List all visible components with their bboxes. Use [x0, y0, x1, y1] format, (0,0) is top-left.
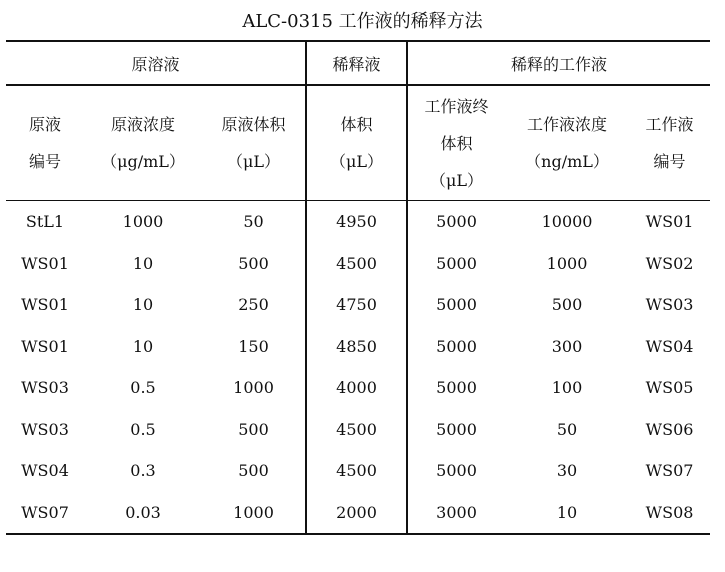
col-header-diluent-vol-line-1: 体积 — [340, 115, 373, 134]
cell-stock-vol: 250 — [238, 295, 269, 315]
cell-stock-vol: 150 — [238, 336, 269, 356]
group-header-stock: 原溶液 — [6, 41, 306, 85]
col-header-working-conc-line-2: （ng/mL） — [525, 152, 609, 171]
cell-diluent-vol: 4500 — [306, 243, 407, 285]
cell-working-conc: 10 — [505, 492, 629, 535]
cell-stock-id: WS03 — [21, 419, 69, 439]
col-header-working-id-line-1: 工作液 — [645, 115, 694, 134]
col-header-stock-vol-line-1: 原液体积 — [221, 115, 286, 134]
cell-stock-vol: 500 — [238, 461, 269, 481]
col-header-stock-id-line-2: 编号 — [28, 152, 61, 171]
cell-stock-id: StL1 — [25, 212, 65, 232]
cell-working-id: WS04 — [645, 336, 694, 356]
cell-final-vol: 5000 — [407, 367, 505, 409]
dilution-table — [6, 40, 710, 535]
table-title: ALC-0315 工作液的稀释方法 — [242, 11, 483, 32]
cell-diluent-vol: 4500 — [306, 450, 407, 492]
cell-stock-conc: 0.03 — [84, 492, 202, 535]
cell-working-id: WS01 — [645, 212, 694, 232]
cell-working-id: WS06 — [645, 419, 694, 439]
group-header-working: 稀释的工作液 — [407, 41, 710, 85]
cell-diluent-vol: 4750 — [306, 284, 407, 326]
col-header-working-conc — [505, 85, 629, 201]
group-header-row — [6, 41, 710, 85]
cell-stock-vol: 1000 — [202, 492, 306, 535]
table-row — [6, 201, 710, 243]
cell-stock-vol: 500 — [238, 419, 269, 439]
table-row — [6, 284, 710, 326]
col-header-stock-vol — [202, 85, 306, 201]
group-header-diluent: 稀释液 — [306, 41, 407, 85]
col-header-stock-id-line-1: 原液 — [28, 115, 61, 134]
col-header-stock-id — [6, 85, 84, 201]
table-row — [6, 367, 710, 409]
col-header-working-conc-line-1: 工作液浓度 — [527, 115, 608, 134]
cell-stock-conc: 10 — [132, 295, 154, 315]
cell-stock-id: WS01 — [21, 253, 69, 273]
cell-final-vol: 5000 — [407, 243, 505, 285]
table-row — [6, 243, 710, 285]
cell-stock-vol: 500 — [238, 253, 269, 273]
cell-working-conc: 30 — [556, 461, 578, 481]
column-header-row — [6, 85, 710, 201]
cell-stock-id: WS03 — [21, 378, 69, 398]
cell-stock-conc: 10 — [132, 336, 154, 356]
cell-final-vol: 5000 — [407, 201, 505, 243]
cell-final-vol: 5000 — [407, 326, 505, 368]
cell-stock-conc: 0.5 — [130, 378, 156, 398]
col-header-stock-conc — [84, 85, 202, 201]
cell-stock-conc: 0.3 — [130, 461, 156, 481]
cell-stock-id: WS07 — [6, 492, 84, 535]
cell-final-vol: 5000 — [407, 284, 505, 326]
col-header-diluent-vol-line-2: （μL） — [330, 152, 384, 171]
cell-stock-id: WS04 — [21, 461, 69, 481]
col-header-stock-conc-line-1: 原液浓度 — [110, 115, 175, 134]
cell-stock-vol: 50 — [243, 212, 264, 232]
cell-stock-conc: 0.5 — [130, 419, 156, 439]
cell-working-conc: 1000 — [546, 253, 588, 273]
col-header-final-vol — [407, 85, 505, 201]
cell-working-id: WS05 — [645, 378, 694, 398]
cell-working-conc: 500 — [551, 295, 583, 315]
col-header-diluent-vol — [306, 85, 407, 201]
cell-diluent-vol: 4850 — [306, 326, 407, 368]
cell-diluent-vol: 4500 — [306, 409, 407, 451]
table-row — [6, 409, 710, 451]
cell-working-conc: 100 — [551, 378, 583, 398]
cell-working-conc: 300 — [551, 336, 583, 356]
cell-stock-vol: 1000 — [233, 378, 274, 398]
cell-final-vol: 5000 — [407, 450, 505, 492]
cell-working-conc: 10000 — [541, 212, 593, 232]
cell-working-id: WS02 — [645, 253, 694, 273]
table-row — [6, 326, 710, 368]
cell-diluent-vol: 4000 — [306, 367, 407, 409]
cell-final-vol: 3000 — [407, 492, 505, 535]
col-header-stock-vol-line-2: （μL） — [227, 152, 281, 171]
cell-working-id: WS07 — [645, 461, 694, 481]
cell-working-id: WS08 — [629, 492, 710, 535]
cell-stock-id: WS01 — [21, 336, 69, 356]
cell-working-conc: 50 — [556, 419, 578, 439]
col-header-stock-conc-line-2: （μg/mL） — [101, 152, 185, 171]
col-header-working-id — [629, 85, 710, 201]
table-row — [6, 492, 710, 535]
cell-final-vol: 5000 — [407, 409, 505, 451]
col-header-final-vol-line-3: （μL） — [430, 170, 484, 190]
cell-working-id: WS03 — [645, 295, 694, 315]
cell-diluent-vol: 4950 — [306, 201, 407, 243]
col-header-final-vol-line-1: 工作液终 — [424, 96, 489, 116]
cell-stock-conc: 1000 — [122, 212, 164, 232]
cell-diluent-vol: 2000 — [306, 492, 407, 535]
cell-stock-id: WS01 — [21, 295, 69, 315]
table-row — [6, 450, 710, 492]
cell-stock-conc: 10 — [132, 253, 154, 273]
col-header-final-vol-line-2: 体积 — [440, 133, 473, 153]
col-header-working-id-line-2: 编号 — [653, 152, 686, 171]
